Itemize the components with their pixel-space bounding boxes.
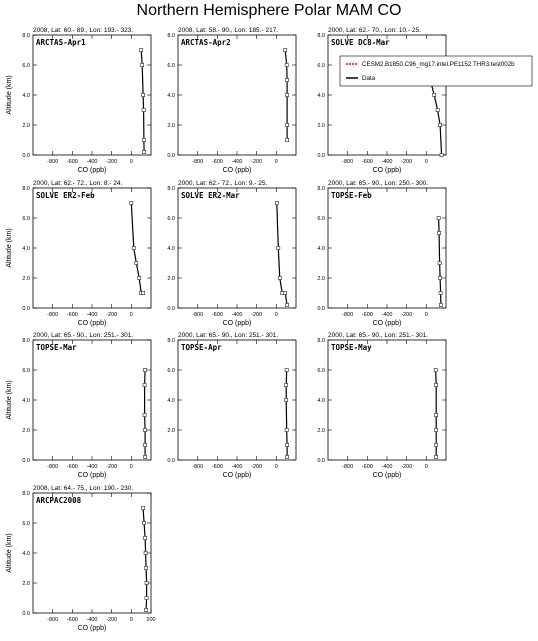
x-tick-label: -800 <box>47 617 59 623</box>
x-axis-label: CO (ppb) <box>222 320 252 327</box>
data-point <box>439 291 442 294</box>
y-tick-label: 2.0 <box>22 123 30 129</box>
x-axis-label: CO (ppb) <box>77 472 107 479</box>
y-tick-label: 0.0 <box>317 458 325 464</box>
data-point <box>435 413 438 416</box>
data-point <box>142 291 145 294</box>
x-tick-label: -800 <box>192 312 204 318</box>
plot-frame <box>328 35 446 155</box>
y-tick-label: 8.0 <box>22 338 30 344</box>
data-point <box>285 368 288 371</box>
y-tick-label: 0.0 <box>22 611 30 617</box>
y-tick-label: 0.0 <box>317 306 325 312</box>
data-point <box>286 78 289 81</box>
panel-subtitle: 2000, Lat: 65.- 90., Lon: 251.- 301. <box>178 332 279 339</box>
chart-panel <box>6 485 156 632</box>
plot-frame <box>178 35 296 155</box>
data-point <box>285 63 288 66</box>
y-tick-label: 2.0 <box>22 276 30 282</box>
x-tick-label: -600 <box>361 464 373 470</box>
data-point <box>436 108 439 111</box>
x-tick-label: -200 <box>401 312 413 318</box>
chart-panel <box>6 27 151 174</box>
data-point <box>142 138 145 141</box>
x-tick-label: 0 <box>274 464 278 470</box>
y-tick-label: 2.0 <box>22 428 30 434</box>
campaign-label: SOLVE ER2-Feb <box>36 191 95 200</box>
data-point <box>142 506 145 509</box>
data-point <box>286 443 289 446</box>
y-tick-label: 4.0 <box>317 246 325 252</box>
y-tick-label: 8.0 <box>167 338 175 344</box>
panel-subtitle: 2008, Lat: 60.- 89., Lon: 193.- 323. <box>33 27 134 34</box>
x-tick-label: 0 <box>129 312 133 318</box>
data-point <box>144 443 147 446</box>
chart-panel <box>317 180 446 327</box>
data-point <box>138 276 141 279</box>
chart-panel <box>6 180 151 327</box>
x-axis-label: CO (ppb) <box>372 472 402 479</box>
x-tick-label: -800 <box>192 464 204 470</box>
data-point <box>434 368 437 371</box>
legend <box>340 56 532 86</box>
data-point <box>435 455 438 458</box>
data-point <box>140 48 143 51</box>
x-tick-label: -400 <box>86 312 98 318</box>
x-tick-label: -200 <box>401 159 413 165</box>
x-tick-label: -200 <box>106 312 118 318</box>
x-tick-label: -400 <box>231 312 243 318</box>
x-axis-label: CO (ppb) <box>372 167 402 174</box>
data-point <box>143 383 146 386</box>
x-tick-label: 0 <box>129 159 133 165</box>
x-tick-label: 0 <box>274 312 278 318</box>
campaign-label: SOLVE DC8-Mar <box>331 38 390 47</box>
data-point <box>144 455 147 458</box>
y-tick-label: 4.0 <box>22 246 30 252</box>
y-tick-label: 8.0 <box>317 186 325 192</box>
y-tick-label: 4.0 <box>317 93 325 99</box>
data-point <box>135 261 138 264</box>
y-tick-label: 2.0 <box>167 123 175 129</box>
campaign-label: TOPSE-Mar <box>36 343 77 352</box>
x-tick-label: 0 <box>274 159 278 165</box>
y-tick-label: 8.0 <box>22 491 30 497</box>
x-tick-label: -800 <box>342 464 354 470</box>
panel-subtitle: 2000, Lat: 65.- 90., Lon: 251.- 301. <box>33 332 134 339</box>
campaign-label: TOPSE-Apr <box>181 343 222 352</box>
y-tick-label: 6.0 <box>167 368 175 374</box>
y-tick-label: 6.0 <box>22 63 30 69</box>
x-tick-label: -600 <box>361 159 373 165</box>
x-tick-label: -800 <box>342 159 354 165</box>
y-tick-label: 8.0 <box>22 186 30 192</box>
y-tick-label: 6.0 <box>22 216 30 222</box>
x-tick-label: -200 <box>251 464 263 470</box>
data-point <box>437 216 440 219</box>
y-tick-label: 0.0 <box>167 306 175 312</box>
x-tick-label: -400 <box>231 159 243 165</box>
x-tick-label: -400 <box>86 464 98 470</box>
x-tick-label: -600 <box>66 312 78 318</box>
y-tick-label: 2.0 <box>22 581 30 587</box>
y-tick-label: 2.0 <box>317 123 325 129</box>
data-point <box>132 246 135 249</box>
data-point <box>285 428 288 431</box>
x-tick-label: -600 <box>66 617 78 623</box>
y-tick-label: 6.0 <box>22 521 30 527</box>
panel-subtitle: 2000, Lat: 62.- 72., Lon: 9.- 25. <box>178 180 268 187</box>
x-tick-label: -200 <box>106 159 118 165</box>
panel-subtitle: 2008, Lat: 64.- 75., Lon: 190.- 230. <box>33 485 134 492</box>
x-tick-label: -600 <box>211 159 223 165</box>
panel-subtitle: 2000, Lat: 65.- 90., Lon: 250.- 300. <box>328 180 429 187</box>
x-axis-label: CO (ppb) <box>77 625 107 632</box>
y-tick-label: 0.0 <box>167 458 175 464</box>
campaign-label: SOLVE ER2-Mar <box>181 191 240 200</box>
data-point <box>144 608 147 611</box>
x-tick-label: -800 <box>192 159 204 165</box>
x-tick-label: 0 <box>129 617 133 623</box>
data-point <box>438 231 441 234</box>
legend-model-label: CESM2.B1850.C96_mg17.intel.PE1152.THR3.test002b <box>362 61 515 68</box>
chart-panel <box>167 180 296 327</box>
x-tick-label: -200 <box>251 312 263 318</box>
data-line <box>277 203 287 305</box>
y-tick-label: 4.0 <box>22 93 30 99</box>
x-tick-label: -600 <box>361 312 373 318</box>
data-point <box>435 383 438 386</box>
data-point <box>142 93 145 96</box>
chart-panel <box>167 27 296 174</box>
data-point <box>145 581 148 584</box>
x-axis-label: CO (ppb) <box>372 320 402 327</box>
y-tick-label: 4.0 <box>167 93 175 99</box>
x-axis-label: CO (ppb) <box>77 167 107 174</box>
data-point <box>286 303 289 306</box>
chart-panel <box>317 332 446 479</box>
x-tick-label: 0 <box>424 159 428 165</box>
x-tick-label: 200 <box>146 617 156 623</box>
x-tick-label: 0 <box>129 464 133 470</box>
data-point <box>143 150 146 153</box>
data-point <box>440 153 443 156</box>
data-point <box>144 428 147 431</box>
data-point <box>439 123 442 126</box>
data-point <box>144 536 147 539</box>
y-axis-label: Altitude (km) <box>6 533 13 573</box>
x-tick-label: -200 <box>106 617 118 623</box>
plot-frame <box>33 493 151 613</box>
y-tick-label: 2.0 <box>317 428 325 434</box>
campaign-label: ARCTAS-Apr2 <box>181 38 231 47</box>
y-tick-label: 8.0 <box>167 33 175 39</box>
y-tick-label: 0.0 <box>22 306 30 312</box>
y-tick-label: 4.0 <box>22 398 30 404</box>
y-tick-label: 6.0 <box>317 368 325 374</box>
data-point <box>144 368 147 371</box>
y-tick-label: 0.0 <box>317 153 325 159</box>
y-tick-label: 0.0 <box>22 458 30 464</box>
y-tick-label: 6.0 <box>317 216 325 222</box>
data-line <box>430 80 441 155</box>
data-point <box>286 455 289 458</box>
data-point <box>277 246 280 249</box>
x-tick-label: -400 <box>381 312 393 318</box>
data-point <box>286 123 289 126</box>
y-tick-label: 8.0 <box>22 33 30 39</box>
campaign-label: ARCPAC2008 <box>36 496 82 505</box>
x-tick-label: -800 <box>47 159 59 165</box>
x-tick-label: -600 <box>211 312 223 318</box>
data-point <box>435 428 438 431</box>
x-tick-label: -400 <box>86 617 98 623</box>
data-point <box>275 201 278 204</box>
page-title: Northern Hemisphere Polar MAM CO <box>136 2 402 19</box>
data-point <box>438 261 441 264</box>
panel-subtitle: 2000, Lat: 62.- 70., Lon: 10.- 25. <box>328 27 421 34</box>
x-tick-label: 0 <box>424 464 428 470</box>
y-tick-label: 0.0 <box>167 153 175 159</box>
plot-frame <box>178 340 296 460</box>
data-point <box>433 93 436 96</box>
x-tick-label: -800 <box>47 312 59 318</box>
campaign-label: TOPSE-May <box>331 343 372 352</box>
y-tick-label: 6.0 <box>317 63 325 69</box>
y-tick-label: 4.0 <box>22 551 30 557</box>
chart-panel <box>167 332 296 479</box>
data-point <box>439 276 442 279</box>
data-point <box>143 521 146 524</box>
x-tick-label: -200 <box>106 464 118 470</box>
data-point <box>284 48 287 51</box>
y-tick-label: 8.0 <box>317 33 325 39</box>
data-point <box>439 303 442 306</box>
x-tick-label: -800 <box>47 464 59 470</box>
data-point <box>145 596 148 599</box>
data-point <box>284 291 287 294</box>
y-tick-label: 6.0 <box>167 216 175 222</box>
data-point <box>144 551 147 554</box>
x-tick-label: -600 <box>66 159 78 165</box>
y-tick-label: 4.0 <box>167 398 175 404</box>
x-axis-label: CO (ppb) <box>222 167 252 174</box>
x-tick-label: -400 <box>381 159 393 165</box>
data-point <box>130 201 133 204</box>
y-tick-label: 8.0 <box>167 186 175 192</box>
y-tick-label: 6.0 <box>22 368 30 374</box>
data-point <box>144 566 147 569</box>
data-point <box>286 138 289 141</box>
chart-panel <box>6 332 151 479</box>
data-point <box>278 276 281 279</box>
y-tick-label: 8.0 <box>317 338 325 344</box>
campaign-label: TOPSE-Feb <box>331 191 372 200</box>
y-tick-label: 6.0 <box>167 63 175 69</box>
data-point <box>285 383 288 386</box>
plot-frame <box>33 340 151 460</box>
chart-panel <box>317 27 446 174</box>
y-tick-label: 4.0 <box>317 398 325 404</box>
y-axis-label: Altitude (km) <box>6 75 13 115</box>
x-tick-label: 0 <box>424 312 428 318</box>
x-tick-label: -400 <box>381 464 393 470</box>
panel-subtitle: 2008, Lat: 58.- 90., Lon: 185.- 217. <box>178 27 279 34</box>
x-tick-label: -200 <box>401 464 413 470</box>
x-tick-label: -800 <box>342 312 354 318</box>
x-axis-label: CO (ppb) <box>222 472 252 479</box>
data-point <box>141 63 144 66</box>
campaign-label: ARCTAS-Apr1 <box>36 38 86 47</box>
data-point <box>142 108 145 111</box>
data-point <box>286 93 289 96</box>
data-point <box>143 413 146 416</box>
y-axis-label: Altitude (km) <box>6 380 13 420</box>
y-tick-label: 2.0 <box>167 428 175 434</box>
panel-subtitle: 2000, Lat: 62.- 72., Lon: 8.- 24. <box>33 180 123 187</box>
data-point <box>435 443 438 446</box>
plot-frame <box>33 35 151 155</box>
x-tick-label: -200 <box>251 159 263 165</box>
plot-frame <box>328 340 446 460</box>
plot-frame <box>328 188 446 308</box>
y-tick-label: 0.0 <box>22 153 30 159</box>
data-point <box>285 398 288 401</box>
panel-subtitle: 2000, Lat: 65.- 90., Lon: 251.- 301. <box>328 332 429 339</box>
legend-data-label: Data <box>362 75 376 82</box>
x-tick-label: -600 <box>211 464 223 470</box>
x-tick-label: -400 <box>231 464 243 470</box>
x-tick-label: -400 <box>86 159 98 165</box>
y-tick-label: 4.0 <box>167 246 175 252</box>
x-axis-label: CO (ppb) <box>77 320 107 327</box>
y-axis-label: Altitude (km) <box>6 228 13 268</box>
y-tick-label: 2.0 <box>167 276 175 282</box>
y-tick-label: 2.0 <box>317 276 325 282</box>
x-tick-label: -600 <box>66 464 78 470</box>
